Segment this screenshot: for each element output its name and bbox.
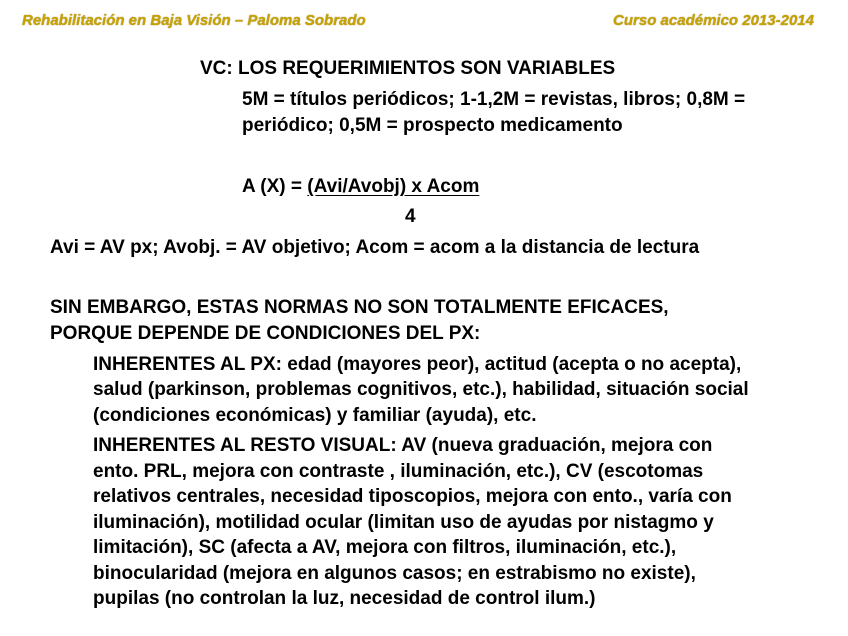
inherentes-px-line-3: (condiciones económicas) y familiar (ayuda), etc. xyxy=(93,405,537,426)
sin-embargo-line-2: PORQUE DEPENDE DE CONDICIONES DEL PX: xyxy=(50,323,481,344)
inherentes-visual-line-5: limitación), SC (afecta a AV, mejora con filtros, iluminación, etc.), xyxy=(93,537,677,558)
inherentes-px-line-1: INHERENTES AL PX: edad (mayores peor), actitud (acepta o no acepta), xyxy=(93,354,742,375)
header-academic-year: Curso académico 2013-2014 xyxy=(613,12,814,29)
vc-requirements-line-1: 5M = títulos periódicos; 1-1,2M = revistas, libros; 0,8M = xyxy=(242,89,746,110)
inherentes-px-line-2: salud (parkinson, problemas cognitivos, etc.), habilidad, situación social xyxy=(93,379,749,400)
inherentes-visual-line-3: relativos centrales, necesidad tiposcopios, mejora con ento., varía con xyxy=(93,486,732,507)
formula-numerator: (Avi/Avobj) x Acom xyxy=(307,176,480,197)
slide-header xyxy=(22,12,814,34)
formula-denominator: 4 xyxy=(405,206,416,227)
inherentes-visual-line-1: INHERENTES AL RESTO VISUAL: AV (nueva graduación, mejora con xyxy=(93,435,713,456)
header-course-title: Rehabilitación en Baja Visión – Paloma Sobrado xyxy=(22,12,366,29)
inherentes-visual-line-7: pupilas (no controlan la luz, necesidad de control ilum.) xyxy=(93,588,596,609)
vc-requirements-line-2: periódico; 0,5M = prospecto medicamento xyxy=(242,115,623,136)
inherentes-visual-line-4: iluminación), motilidad ocular (limitan uso de ayudas por nistagmo y xyxy=(93,512,714,533)
vc-heading: VC: LOS REQUERIMIENTOS SON VARIABLES xyxy=(200,58,616,79)
sin-embargo-line-1: SIN EMBARGO, ESTAS NORMAS NO SON TOTALMENTE EFICACES, xyxy=(50,297,669,318)
inherentes-visual-line-6: binocularidad (mejora en algunos casos; en estrabismo no existe), xyxy=(93,563,696,584)
formula-lhs: A (X) = xyxy=(242,176,308,197)
formula-legend: Avi = AV px; Avobj. = AV objetivo; Acom = acom a la distancia de lectura xyxy=(50,237,700,258)
formula xyxy=(242,174,479,200)
inherentes-visual-line-2: ento. PRL, mejora con contraste , iluminación, etc.), CV (escotomas xyxy=(93,461,704,482)
